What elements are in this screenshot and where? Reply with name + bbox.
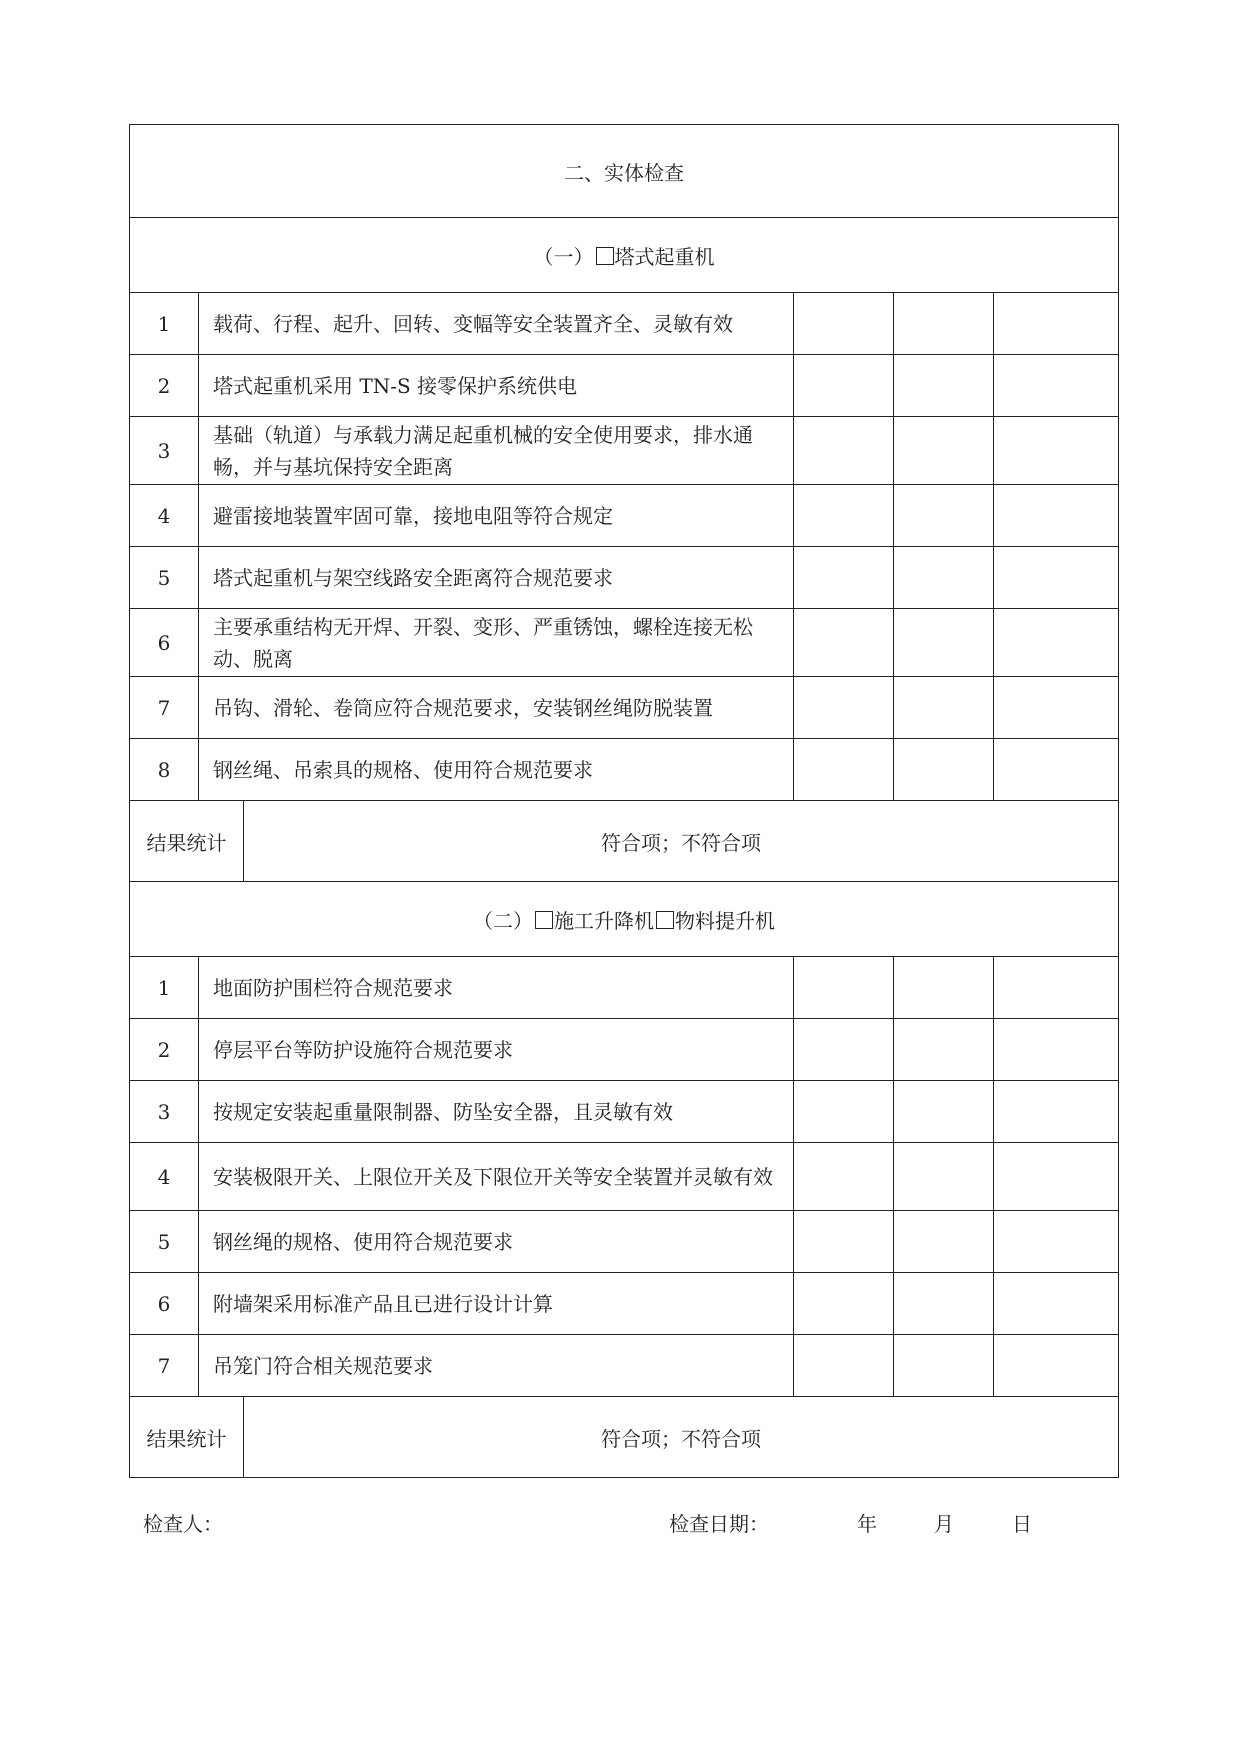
check-cell-2[interactable] <box>894 355 994 417</box>
inspection-table <box>129 124 1119 1478</box>
item-number: 2 <box>130 355 199 417</box>
check-cell-1[interactable] <box>794 609 894 677</box>
item-number: 5 <box>130 547 199 609</box>
check-cell-2[interactable] <box>894 1211 994 1273</box>
table-row <box>130 1143 1119 1211</box>
check-cell-3[interactable] <box>994 1019 1119 1081</box>
check-cell-3[interactable] <box>994 1335 1119 1397</box>
item-number: 8 <box>130 739 199 801</box>
check-cell-3[interactable] <box>994 739 1119 801</box>
item-description: 按规定安装起重量限制器、防坠安全器，且灵敏有效 <box>199 1081 794 1143</box>
check-cell-2[interactable] <box>894 609 994 677</box>
check-cell-3[interactable] <box>994 609 1119 677</box>
check-cell-3[interactable] <box>994 1081 1119 1143</box>
check-cell-2[interactable] <box>894 485 994 547</box>
result-row <box>130 1397 1119 1478</box>
result-label: 结果统计 <box>130 1397 244 1478</box>
checkbox[interactable] <box>535 911 553 929</box>
check-cell-1[interactable] <box>794 957 894 1019</box>
check-cell-1[interactable] <box>794 1143 894 1211</box>
table-row <box>130 547 1119 609</box>
check-cell-1[interactable] <box>794 739 894 801</box>
check-cell-2[interactable] <box>894 739 994 801</box>
date-year-label: 年 <box>857 1512 877 1536</box>
item-description: 吊钩、滑轮、卷筒应符合规范要求，安装钢丝绳防脱装置 <box>199 677 794 739</box>
table-row <box>130 1211 1119 1273</box>
result-summary: 符合项；不符合项 <box>244 1397 1119 1478</box>
item-number: 4 <box>130 485 199 547</box>
section-heading <box>130 218 1119 293</box>
table-title: 二、实体检查 <box>130 125 1119 218</box>
table-row <box>130 355 1119 417</box>
item-number: 3 <box>130 1081 199 1143</box>
section-heading-option: 物料提升机 <box>675 908 776 933</box>
check-cell-1[interactable] <box>794 417 894 485</box>
check-cell-3[interactable] <box>994 293 1119 355</box>
item-description: 安装极限开关、上限位开关及下限位开关等安全装置并灵敏有效 <box>199 1143 794 1211</box>
table-row <box>130 1335 1119 1397</box>
item-description: 吊笼门符合相关规范要求 <box>199 1335 794 1397</box>
item-number: 6 <box>130 1273 199 1335</box>
item-number: 1 <box>130 293 199 355</box>
section-heading-option: 施工升降机 <box>554 908 655 933</box>
check-cell-3[interactable] <box>994 547 1119 609</box>
section-heading-number: （二） <box>473 908 534 933</box>
section-heading-number: （一） <box>533 244 594 269</box>
date-day-label: 日 <box>1012 1512 1032 1536</box>
check-cell-3[interactable] <box>994 1211 1119 1273</box>
check-cell-2[interactable] <box>894 293 994 355</box>
section-heading-option: 塔式起重机 <box>614 244 715 269</box>
check-cell-2[interactable] <box>894 957 994 1019</box>
table-row <box>130 1081 1119 1143</box>
check-cell-3[interactable] <box>994 1143 1119 1211</box>
item-description: 附墙架采用标准产品且已进行设计计算 <box>199 1273 794 1335</box>
table-row <box>130 417 1119 485</box>
item-description: 塔式起重机与架空线路安全距离符合规范要求 <box>199 547 794 609</box>
item-description: 主要承重结构无开焊、开裂、变形、严重锈蚀，螺栓连接无松动、脱离 <box>199 609 794 677</box>
item-number: 7 <box>130 1335 199 1397</box>
result-row <box>130 801 1119 882</box>
inspection-sheet <box>129 124 1118 1478</box>
table-row <box>130 293 1119 355</box>
table-row <box>130 609 1119 677</box>
table-row <box>130 957 1119 1019</box>
check-cell-3[interactable] <box>994 677 1119 739</box>
item-number: 6 <box>130 609 199 677</box>
check-cell-1[interactable] <box>794 1211 894 1273</box>
check-cell-2[interactable] <box>894 1273 994 1335</box>
check-cell-2[interactable] <box>894 677 994 739</box>
check-cell-2[interactable] <box>894 547 994 609</box>
item-description: 塔式起重机采用 TN-S 接零保护系统供电 <box>199 355 794 417</box>
item-description: 钢丝绳、吊索具的规格、使用符合规范要求 <box>199 739 794 801</box>
item-number: 2 <box>130 1019 199 1081</box>
check-cell-3[interactable] <box>994 1273 1119 1335</box>
date-month-label: 月 <box>934 1512 954 1536</box>
item-description: 基础（轨道）与承载力满足起重机械的安全使用要求，排水通畅，并与基坑保持安全距离 <box>199 417 794 485</box>
table-row <box>130 739 1119 801</box>
inspection-date-label: 检查日期： <box>669 1512 769 1536</box>
check-cell-2[interactable] <box>894 417 994 485</box>
section-heading <box>130 882 1119 957</box>
table-row <box>130 1019 1119 1081</box>
table-row <box>130 485 1119 547</box>
item-description: 载荷、行程、起升、回转、变幅等安全装置齐全、灵敏有效 <box>199 293 794 355</box>
check-cell-1[interactable] <box>794 485 894 547</box>
check-cell-1[interactable] <box>794 355 894 417</box>
result-summary: 符合项；不符合项 <box>244 801 1119 882</box>
check-cell-1[interactable] <box>794 677 894 739</box>
check-cell-2[interactable] <box>894 1143 994 1211</box>
item-number: 4 <box>130 1143 199 1211</box>
check-cell-1[interactable] <box>794 293 894 355</box>
item-description: 避雷接地装置牢固可靠，接地电阻等符合规定 <box>199 485 794 547</box>
item-number: 1 <box>130 957 199 1019</box>
item-description: 停层平台等防护设施符合规范要求 <box>199 1019 794 1081</box>
check-cell-1[interactable] <box>794 1273 894 1335</box>
item-number: 5 <box>130 1211 199 1273</box>
check-cell-3[interactable] <box>994 957 1119 1019</box>
check-cell-3[interactable] <box>994 355 1119 417</box>
check-cell-2[interactable] <box>894 1335 994 1397</box>
inspector-label: 检查人： <box>143 1512 223 1536</box>
item-number: 3 <box>130 417 199 485</box>
check-cell-1[interactable] <box>794 1335 894 1397</box>
table-row <box>130 1273 1119 1335</box>
check-cell-1[interactable] <box>794 547 894 609</box>
item-description: 地面防护围栏符合规范要求 <box>199 957 794 1019</box>
table-row <box>130 677 1119 739</box>
check-cell-3[interactable] <box>994 417 1119 485</box>
check-cell-1[interactable] <box>794 1019 894 1081</box>
check-cell-3[interactable] <box>994 485 1119 547</box>
check-cell-1[interactable] <box>794 1081 894 1143</box>
check-cell-2[interactable] <box>894 1019 994 1081</box>
check-cell-2[interactable] <box>894 1081 994 1143</box>
item-number: 7 <box>130 677 199 739</box>
result-label: 结果统计 <box>130 801 244 882</box>
item-description: 钢丝绳的规格、使用符合规范要求 <box>199 1211 794 1273</box>
checkbox[interactable] <box>596 247 614 265</box>
checkbox[interactable] <box>656 911 674 929</box>
